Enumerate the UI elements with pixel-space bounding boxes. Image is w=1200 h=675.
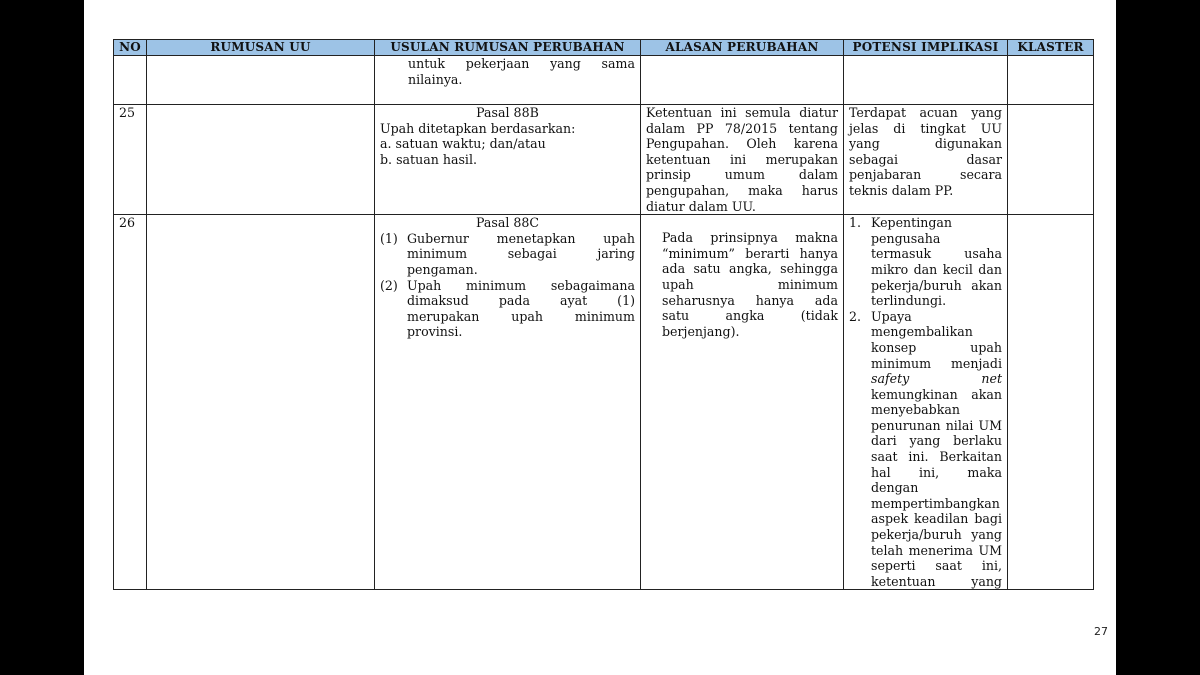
word: akan (971, 386, 1002, 402)
word: dasar (966, 151, 1002, 167)
word: umum (724, 167, 765, 183)
text-line (646, 121, 838, 137)
text-line (871, 511, 1002, 527)
cell-usulan (375, 105, 641, 215)
word: harus (801, 182, 838, 198)
word: diatur (799, 105, 838, 120)
header-klaster: KLASTER (1008, 40, 1094, 56)
word: merupakan (765, 151, 838, 167)
word: ini, (918, 464, 940, 480)
word: ayat (559, 293, 588, 309)
word: konsep (871, 339, 917, 355)
word: digunakan (934, 136, 1002, 152)
text-line (662, 293, 838, 309)
word: 78/2015 (724, 120, 778, 136)
text-line: pengaman. (407, 261, 478, 277)
word: kecil (942, 261, 973, 277)
text-line (871, 246, 1002, 262)
text-line: teknis dalam PP. (849, 182, 954, 198)
text-line (871, 371, 1002, 387)
word: yang (550, 56, 581, 71)
text-line (849, 167, 1002, 183)
text-line: dengan (871, 480, 919, 496)
word: PP (696, 120, 714, 136)
word: dari (871, 433, 897, 449)
text-line (871, 527, 1002, 543)
word: saat (935, 558, 962, 574)
word: dan (913, 261, 938, 277)
word: semula (745, 105, 791, 120)
text-line (871, 387, 1002, 403)
word: menetapkan (496, 230, 576, 246)
word: pekerja/buruh (871, 527, 962, 543)
word: satu (662, 308, 690, 324)
text-line: berjenjang). (662, 323, 740, 339)
text-line (871, 543, 1002, 559)
word: Pada (662, 230, 693, 246)
text-line (849, 121, 1002, 137)
word: karena (793, 136, 838, 152)
cell-alasan (641, 105, 844, 215)
word: di (893, 120, 906, 136)
word: minimum (871, 355, 932, 371)
list-item: (2) Upah minimum sebagaimana dimaksud pada ayat (1) merupakan upah minimum provinsi. (380, 277, 635, 340)
word: hal (871, 464, 891, 480)
cell-no (114, 56, 147, 105)
word: hanya (755, 292, 795, 308)
word: ketentuan (646, 151, 711, 167)
word: dimaksud (407, 293, 469, 309)
word: yang (971, 573, 1002, 589)
text-line (646, 136, 838, 152)
text-line (871, 574, 1002, 590)
word: upah (511, 308, 544, 324)
text-line (871, 418, 1002, 434)
text-line: nilainya. (408, 71, 463, 87)
text-line (662, 277, 838, 293)
word: UM (978, 542, 1002, 558)
word: upah (662, 276, 694, 292)
text-line (871, 449, 1002, 465)
cell-usulan (375, 215, 641, 590)
page-number: 27 (1094, 625, 1108, 638)
list-item: a. satuan waktu; dan/atau (380, 136, 546, 152)
word: UM (978, 417, 1002, 433)
word: dalam (646, 120, 686, 136)
word: safety (871, 371, 910, 387)
word: minimum (407, 246, 468, 262)
cell-alasan (641, 56, 844, 105)
text-line (407, 231, 635, 247)
text-line: Kepentingan (871, 215, 953, 231)
text-line (662, 308, 838, 324)
word: ada (814, 292, 838, 308)
text-line: diatur dalam UU. (646, 198, 756, 214)
word: yang (971, 105, 1002, 120)
header-no: NO (114, 40, 147, 56)
word: UU (980, 120, 1002, 136)
word: minimum (574, 308, 635, 324)
text-line (662, 230, 838, 246)
cell-potensi (844, 215, 1008, 590)
text-line (849, 105, 1002, 121)
text-line: pengusaha (871, 230, 941, 246)
word: yang (971, 527, 1002, 543)
word: berarti (745, 245, 790, 261)
word: ini (720, 105, 737, 120)
text-line (871, 278, 1002, 294)
word: hanya (799, 245, 838, 261)
text-line (407, 293, 635, 309)
table-row (114, 105, 1094, 215)
text-line: provinsi. (407, 324, 463, 340)
text-line (871, 558, 1002, 574)
header-alasan: ALASAN PERUBAHAN (641, 40, 844, 56)
word: aspek (871, 511, 909, 527)
cell-klaster (1008, 56, 1094, 105)
word: Terdapat (849, 105, 907, 120)
word: Upah (407, 277, 442, 293)
word: Berkaitan (939, 449, 1002, 465)
cell-alasan (641, 215, 844, 590)
word: sehingga (780, 261, 838, 277)
word: berlaku (953, 433, 1002, 449)
word: sebagai (507, 246, 557, 262)
cell-klaster (1008, 215, 1094, 590)
word: ketentuan (871, 573, 936, 589)
word: pekerjaan (465, 56, 530, 71)
cell-rumusan (147, 105, 375, 215)
word: dalam (798, 167, 838, 183)
word: menerima (908, 542, 974, 558)
cell-no: 26 (114, 215, 147, 590)
word: prinsip (646, 167, 691, 183)
word: termasuk (871, 246, 932, 262)
word: makna (795, 230, 838, 246)
text-line (871, 465, 1002, 481)
revision-table (113, 39, 1094, 590)
word: net (981, 371, 1002, 387)
word: ini (729, 151, 747, 167)
word: kemungkinan (871, 386, 958, 402)
table-row (114, 215, 1094, 590)
word: Gubernur (407, 230, 469, 246)
word: ini, (981, 558, 1002, 574)
table-header-row (114, 40, 1094, 56)
text-line (408, 56, 635, 72)
word: sama (601, 56, 635, 71)
word: sebagaimana (550, 277, 635, 293)
word: merupakan (407, 308, 480, 324)
list-item: 2. Upaya mengembalikan konsep upah minimum menjadi safety net kemungkinan akan menyebabkan penurunan nilai UM dari yang berlaku saat ini. Berkaitan hal ini, maka dengan mempertimbangkan aspek keadilan bagi pekerja/buruh yang telah menerima UM seperti saat ini, ketentuan yang (849, 308, 1002, 589)
word: mikro (871, 261, 909, 277)
text-line: Upaya (871, 308, 912, 324)
word: ada (662, 261, 686, 277)
header-rumusan-uu: RUMUSAN UU (147, 40, 375, 56)
text-line (646, 152, 838, 168)
word: Ketentuan (646, 105, 712, 120)
word: saat (871, 449, 898, 465)
word: satu (693, 261, 721, 277)
word: penjabaran (849, 167, 922, 183)
text-line (662, 246, 838, 262)
word: tingkat (920, 120, 966, 136)
text-line (849, 152, 1002, 168)
word: ini. (908, 449, 929, 465)
word: maka (748, 182, 783, 198)
word: angka, (728, 261, 772, 277)
document-page (84, 0, 1116, 675)
word: minimum (777, 276, 838, 292)
word: penurunan (871, 417, 941, 433)
text-line (871, 356, 1002, 372)
word: minimum (466, 277, 527, 293)
text-line: menyebabkan (871, 402, 960, 418)
word: dan (978, 261, 1002, 277)
text-line (871, 262, 1002, 278)
word: yang (909, 433, 941, 449)
word: untuk (408, 56, 446, 71)
text-line (646, 167, 838, 183)
word: bagi (974, 511, 1002, 527)
text-line (871, 433, 1002, 449)
text-line (871, 340, 1002, 356)
text-line: mempertimbangkan (871, 495, 1000, 511)
word: telah (871, 542, 904, 558)
word: Pengupahan. (646, 136, 729, 152)
pasal-title: Pasal 88C (475, 215, 540, 231)
word: prinsipnya (710, 230, 778, 246)
list-item: b. satuan hasil. (380, 151, 477, 167)
pasal-title: Pasal 88B (476, 105, 539, 120)
word: pada (498, 293, 530, 309)
word: Oleh (746, 136, 777, 152)
word: menjadi (950, 355, 1002, 371)
cell-klaster (1008, 105, 1094, 215)
cell-rumusan (147, 215, 375, 590)
word: akan (971, 277, 1002, 293)
word: “minimum” (662, 245, 735, 261)
word: nilai (945, 417, 974, 433)
list-item: 1. Kepentingan pengusaha termasuk usaha mikro dan kecil dan pekerja/buruh akan terlindungi. (849, 215, 1002, 309)
word: angka (725, 308, 765, 324)
table-row (114, 56, 1094, 105)
list-item: (1) Gubernur menetapkan upah minimum sebagai jaring pengaman. (380, 230, 635, 277)
text-line (407, 309, 635, 325)
cell-potensi (844, 105, 1008, 215)
word: (tidak (800, 308, 838, 324)
word: seperti (871, 558, 916, 574)
cell-no: 25 (114, 105, 147, 215)
word: pengupahan, (646, 182, 730, 198)
header-usulan: USULAN RUMUSAN PERUBAHAN (375, 40, 641, 56)
word: upah (970, 339, 1002, 355)
cell-usulan (375, 56, 641, 105)
word: pekerja/buruh (871, 277, 962, 293)
text-line (646, 183, 838, 199)
text-line (662, 261, 838, 277)
word: tentang (788, 120, 838, 136)
word: sebagai (849, 151, 899, 167)
text-line (407, 278, 635, 294)
word: upah (603, 230, 635, 246)
text-line (849, 136, 1002, 152)
word: maka (967, 464, 1002, 480)
word: yang (849, 136, 880, 152)
word: jelas (849, 120, 879, 136)
text-line: mengembalikan (871, 324, 973, 340)
cell-rumusan (147, 56, 375, 105)
cell-potensi (844, 56, 1008, 105)
word: jaring (597, 246, 635, 262)
word: seharusnya (662, 292, 735, 308)
word: acuan (919, 105, 958, 120)
word: (1) (617, 293, 635, 309)
text-line (646, 105, 838, 121)
text-line: Upah ditetapkan berdasarkan: (380, 120, 576, 136)
word: secara (959, 167, 1002, 183)
text-line: terlindungi. (871, 293, 947, 309)
word: usaha (964, 246, 1002, 262)
header-potensi: POTENSI IMPLIKASI (844, 40, 1008, 56)
text-line (407, 246, 635, 262)
word: keadilan (914, 511, 969, 527)
